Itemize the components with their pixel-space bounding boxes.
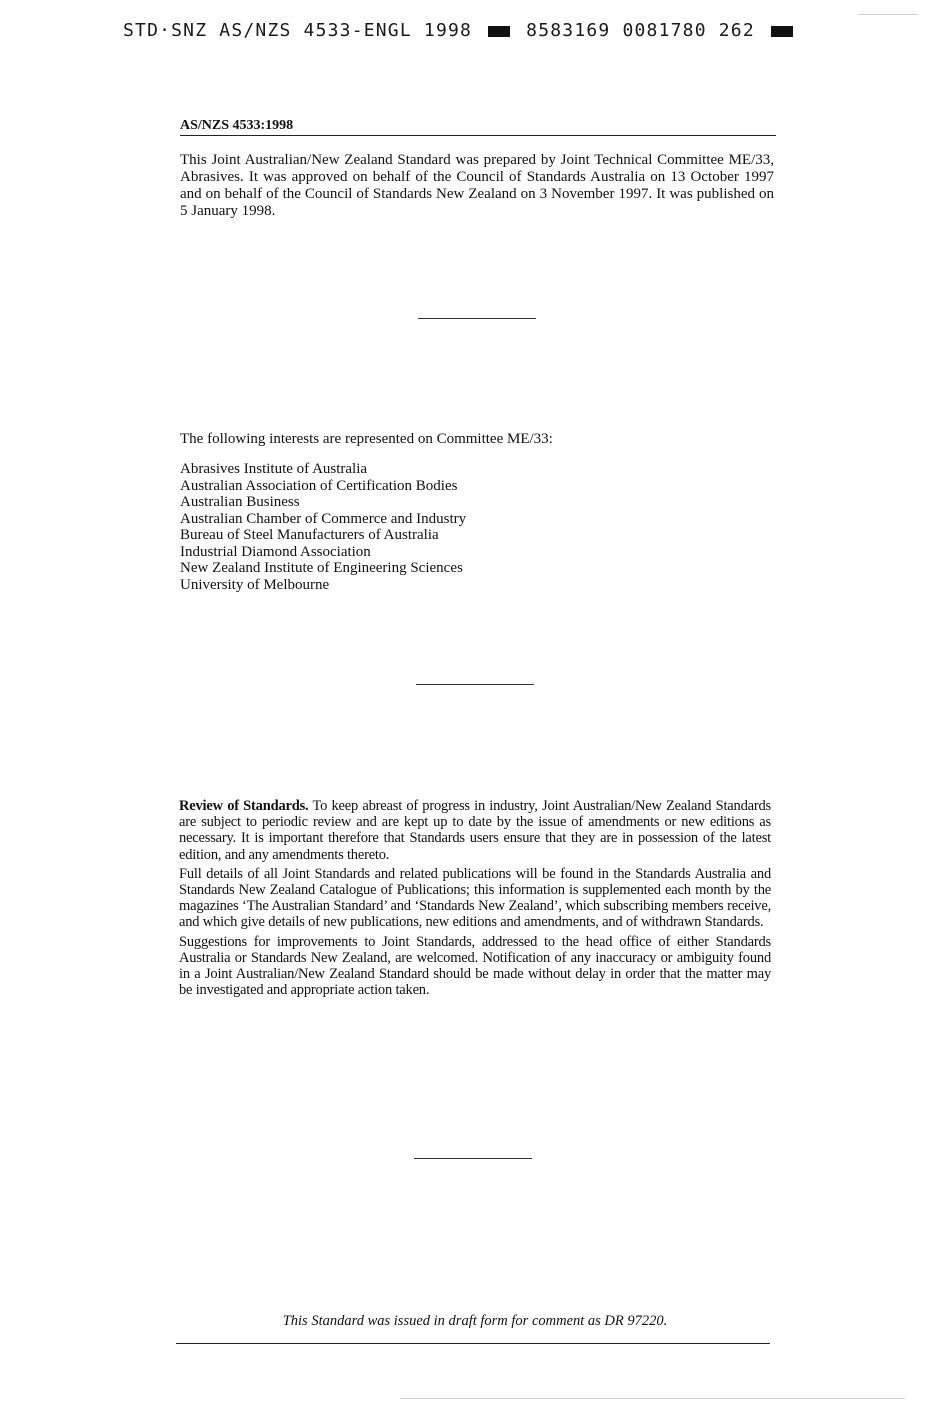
- header-rule: [180, 135, 776, 136]
- review-text: To keep abreast of progress in industry, Joint Australian/New Zealand Standards are subject to periodic review and are kept up to date by the issue of amendments or new editions as necessary. It is important therefore that Standards users ensure that they are in possession of the latest edition, and any amendments thereto.: [179, 798, 772, 863]
- list-item: New Zealand Institute of Engineering Sciences: [180, 560, 463, 576]
- review-paragraph: [179, 798, 771, 863]
- review-of-standards: [179, 798, 771, 1001]
- section-separator: [418, 318, 536, 319]
- draft-note: This Standard was issued in draft form for comment as DR 97220.: [282, 1313, 668, 1329]
- list-item: Industrial Diamond Association: [180, 543, 371, 560]
- scan-artifact-line: [400, 1398, 905, 1399]
- document-control-code: [123, 20, 797, 41]
- interests-intro: The following interests are represented on Committee ME/33:: [180, 431, 553, 447]
- list-item: Australian Chamber of Commerce and Industry: [180, 510, 467, 527]
- section-separator: [416, 684, 534, 685]
- interests-list: [180, 461, 466, 593]
- preparation-statement: This Joint Australian/New Zealand Standard was prepared by Joint Technical Committee ME/33, Abrasives. It was approved on behalf of the Council of Standards Australia on 13 October 1997 and on behalf of the Council of Standards New Zealand on 3 November 1997. It was published on 5 January 1998.: [180, 152, 774, 219]
- list-item: Bureau of Steel Manufacturers of Australia: [180, 527, 439, 543]
- document-number: AS/NZS 4533:1998: [180, 118, 294, 133]
- control-code-number: 8583169 0081780 262: [526, 20, 755, 41]
- list-item: Abrasives Institute of Australia: [180, 461, 368, 477]
- review-paragraph: Full details of all Joint Standards and related publications will be found in the Standards Australia and Standards New Zealand Catalogue of Publications; this information is supplemented each month by the magazines ‘The Australian Standard’ and ‘Standards New Zealand’, which subscribing members receive, and which give details of new publications, new editions and amendments, and of withdrawn Standards.: [179, 865, 771, 931]
- black-mark: [771, 26, 793, 37]
- list-item: Australian Business: [180, 494, 300, 510]
- scan-artifact-line: [858, 14, 918, 15]
- list-item: Australian Association of Certification Bodies: [180, 477, 458, 494]
- control-code-text: STD·SNZ AS/NZS 4533-ENGL 1998: [123, 20, 473, 41]
- footer-rule: [176, 1343, 770, 1344]
- section-separator: [414, 1158, 532, 1159]
- list-item: University of Melbourne: [180, 576, 330, 593]
- review-heading: Review of Standards.: [179, 798, 309, 814]
- review-paragraph: Suggestions for improvements to Joint Standards, addressed to the head office of either Standards Australia or Standards New Zealand, are welcomed. Notification of any inaccuracy or ambiguity found in a Joint Australian/New Zealand Standard should be made without delay in order that the matter may be investigated and appropriate action taken.: [179, 933, 771, 999]
- black-mark: [488, 26, 510, 37]
